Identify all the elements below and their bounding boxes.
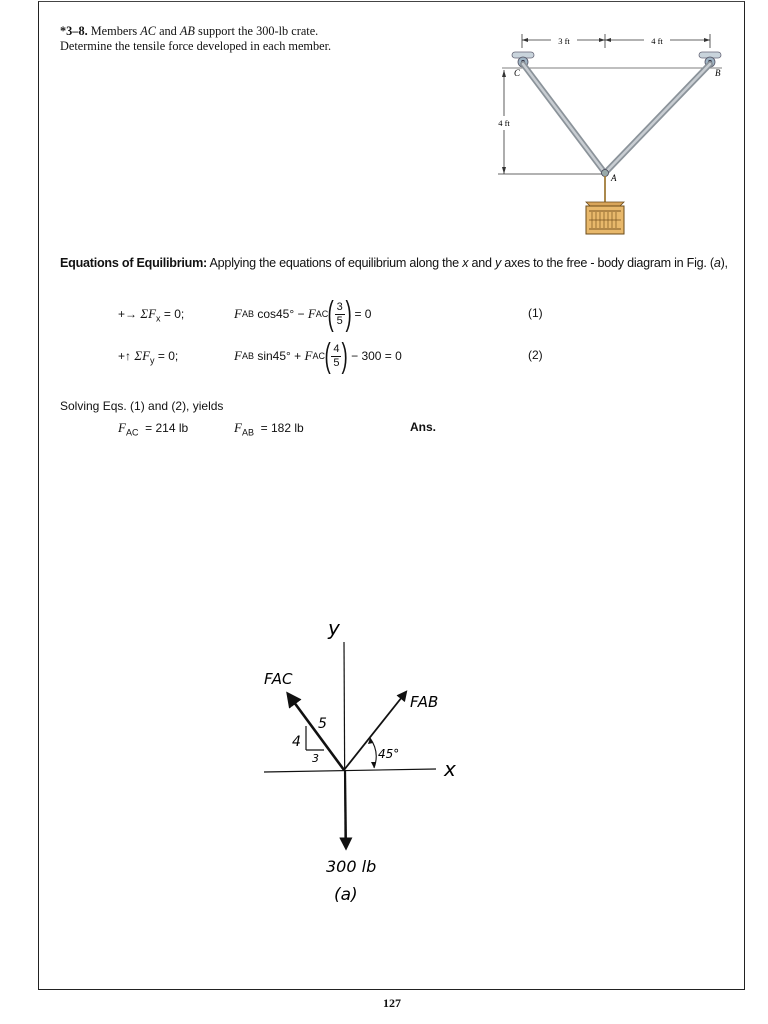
eq2-rest: − 300 = 0 [351,349,402,363]
section-close: ), [720,256,728,270]
equation-1-condition [118,306,184,323]
eq1-arrow: +→ [118,307,138,321]
figure-caption: (a) [334,885,358,905]
eq2-frac-den: 5 [333,356,340,369]
label-b: B [715,68,721,78]
eq1-trig: cos45° [257,307,295,321]
y-axis-label: y [328,616,340,640]
eq1-fraction [335,301,345,328]
equation-2 [0,334,768,380]
result-fab-sub: AB [241,427,254,438]
section-text-end: axes to the free - body diagram in Fig. ( [504,256,714,270]
eq2-f2: F [304,348,313,363]
section-y: y [495,256,502,270]
eq2-frac-num: 4 [333,342,340,355]
eq2-trig: sin45° [257,349,291,363]
label-c: C [514,68,521,78]
eq2-arrow: +↑ [118,349,132,363]
problem-text-3: Determine the tensile force developed in each member. [60,38,332,53]
eq2-fraction [331,343,341,370]
eq1-sigma: ΣF [140,306,157,321]
result-fab-value: = 182 lb [260,421,304,435]
member-ac: AC [140,24,156,38]
x-axis [264,769,436,772]
side-5: 5 [318,716,327,732]
dim-right-label: 4 ft [651,36,663,46]
page-number: 127 [383,996,401,1010]
weight-label: 300 lb [326,857,377,876]
eq1-f1: F [234,306,242,321]
eq1-f2: F [307,306,316,321]
side-3: 3 [312,752,319,765]
section-and: and [471,256,492,270]
member-ab: AB [179,24,195,38]
eq2-number: (2) [528,348,543,362]
eq1-frac-num: 3 [336,300,343,313]
dim-height-label: 4 ft [498,118,510,128]
problem-number: *3–8. [60,24,88,38]
problem-and: and [159,24,177,38]
side-4: 4 [292,734,301,750]
crate [586,202,624,234]
equilibrium-intro [60,256,740,270]
eq1-frac-den: 5 [336,314,343,327]
free-body-diagram [240,610,480,920]
result-fab-sym: F [234,420,242,435]
eq1-f2-sub: AC [315,309,329,319]
answer-label: Ans. [410,420,437,434]
equation-1 [0,292,768,338]
section-heading: Equations of Equilibrium: [60,256,207,270]
weight-arrow [345,770,346,848]
equation-2-condition [118,348,178,365]
eq1-rest: = 0 [354,307,372,321]
problem-figure [488,30,728,240]
eq2-op: + [294,349,302,363]
fab-label: FAB [410,693,439,711]
section-text: Applying the equations of equilibrium along the [209,256,459,270]
result-fac [118,420,188,437]
result-fac-sym: F [118,420,126,435]
problem-text-2: support the 300-lb crate. [198,24,319,38]
problem-statement [60,24,390,53]
section-x: x [462,256,469,270]
eq2-sub: y [150,355,155,366]
eq1-cond-end: = 0; [163,307,185,321]
dim-left-label: 3 ft [558,36,570,46]
equation-1-body: F AB cos45° − F AC ( $\frac{3}{5}$ ) = 0 [234,295,372,333]
eq1-op: − [297,307,305,321]
eq2-cond-end: = 0; [157,349,179,363]
x-axis-label: x [444,757,456,781]
result-fac-value: = 214 lb [145,421,189,435]
eq2-f2-sub: AC [312,351,325,361]
label-a: A [611,173,617,183]
solution-intro: Solving Eqs. (1) and (2), yields [60,399,224,413]
eq2-f1: F [234,348,242,363]
eq1-f1-sub: AB [241,309,254,319]
eq1-sub: x [156,313,161,324]
fac-label: FAC [264,670,293,688]
equation-2-body: F AB sin45° + F AC ( $\frac{4}{5}$ ) − 300 = 0 [234,337,402,375]
eq2-f1-sub: AB [241,351,254,361]
problem-text-1: Members [90,24,138,38]
result-fab [234,420,304,437]
result-fac-sub: AC [125,427,139,438]
section-fig: a [713,256,721,270]
angle-label: 45° [378,747,400,761]
eq1-number: (1) [528,306,543,320]
eq2-sigma: ΣF [134,348,151,363]
